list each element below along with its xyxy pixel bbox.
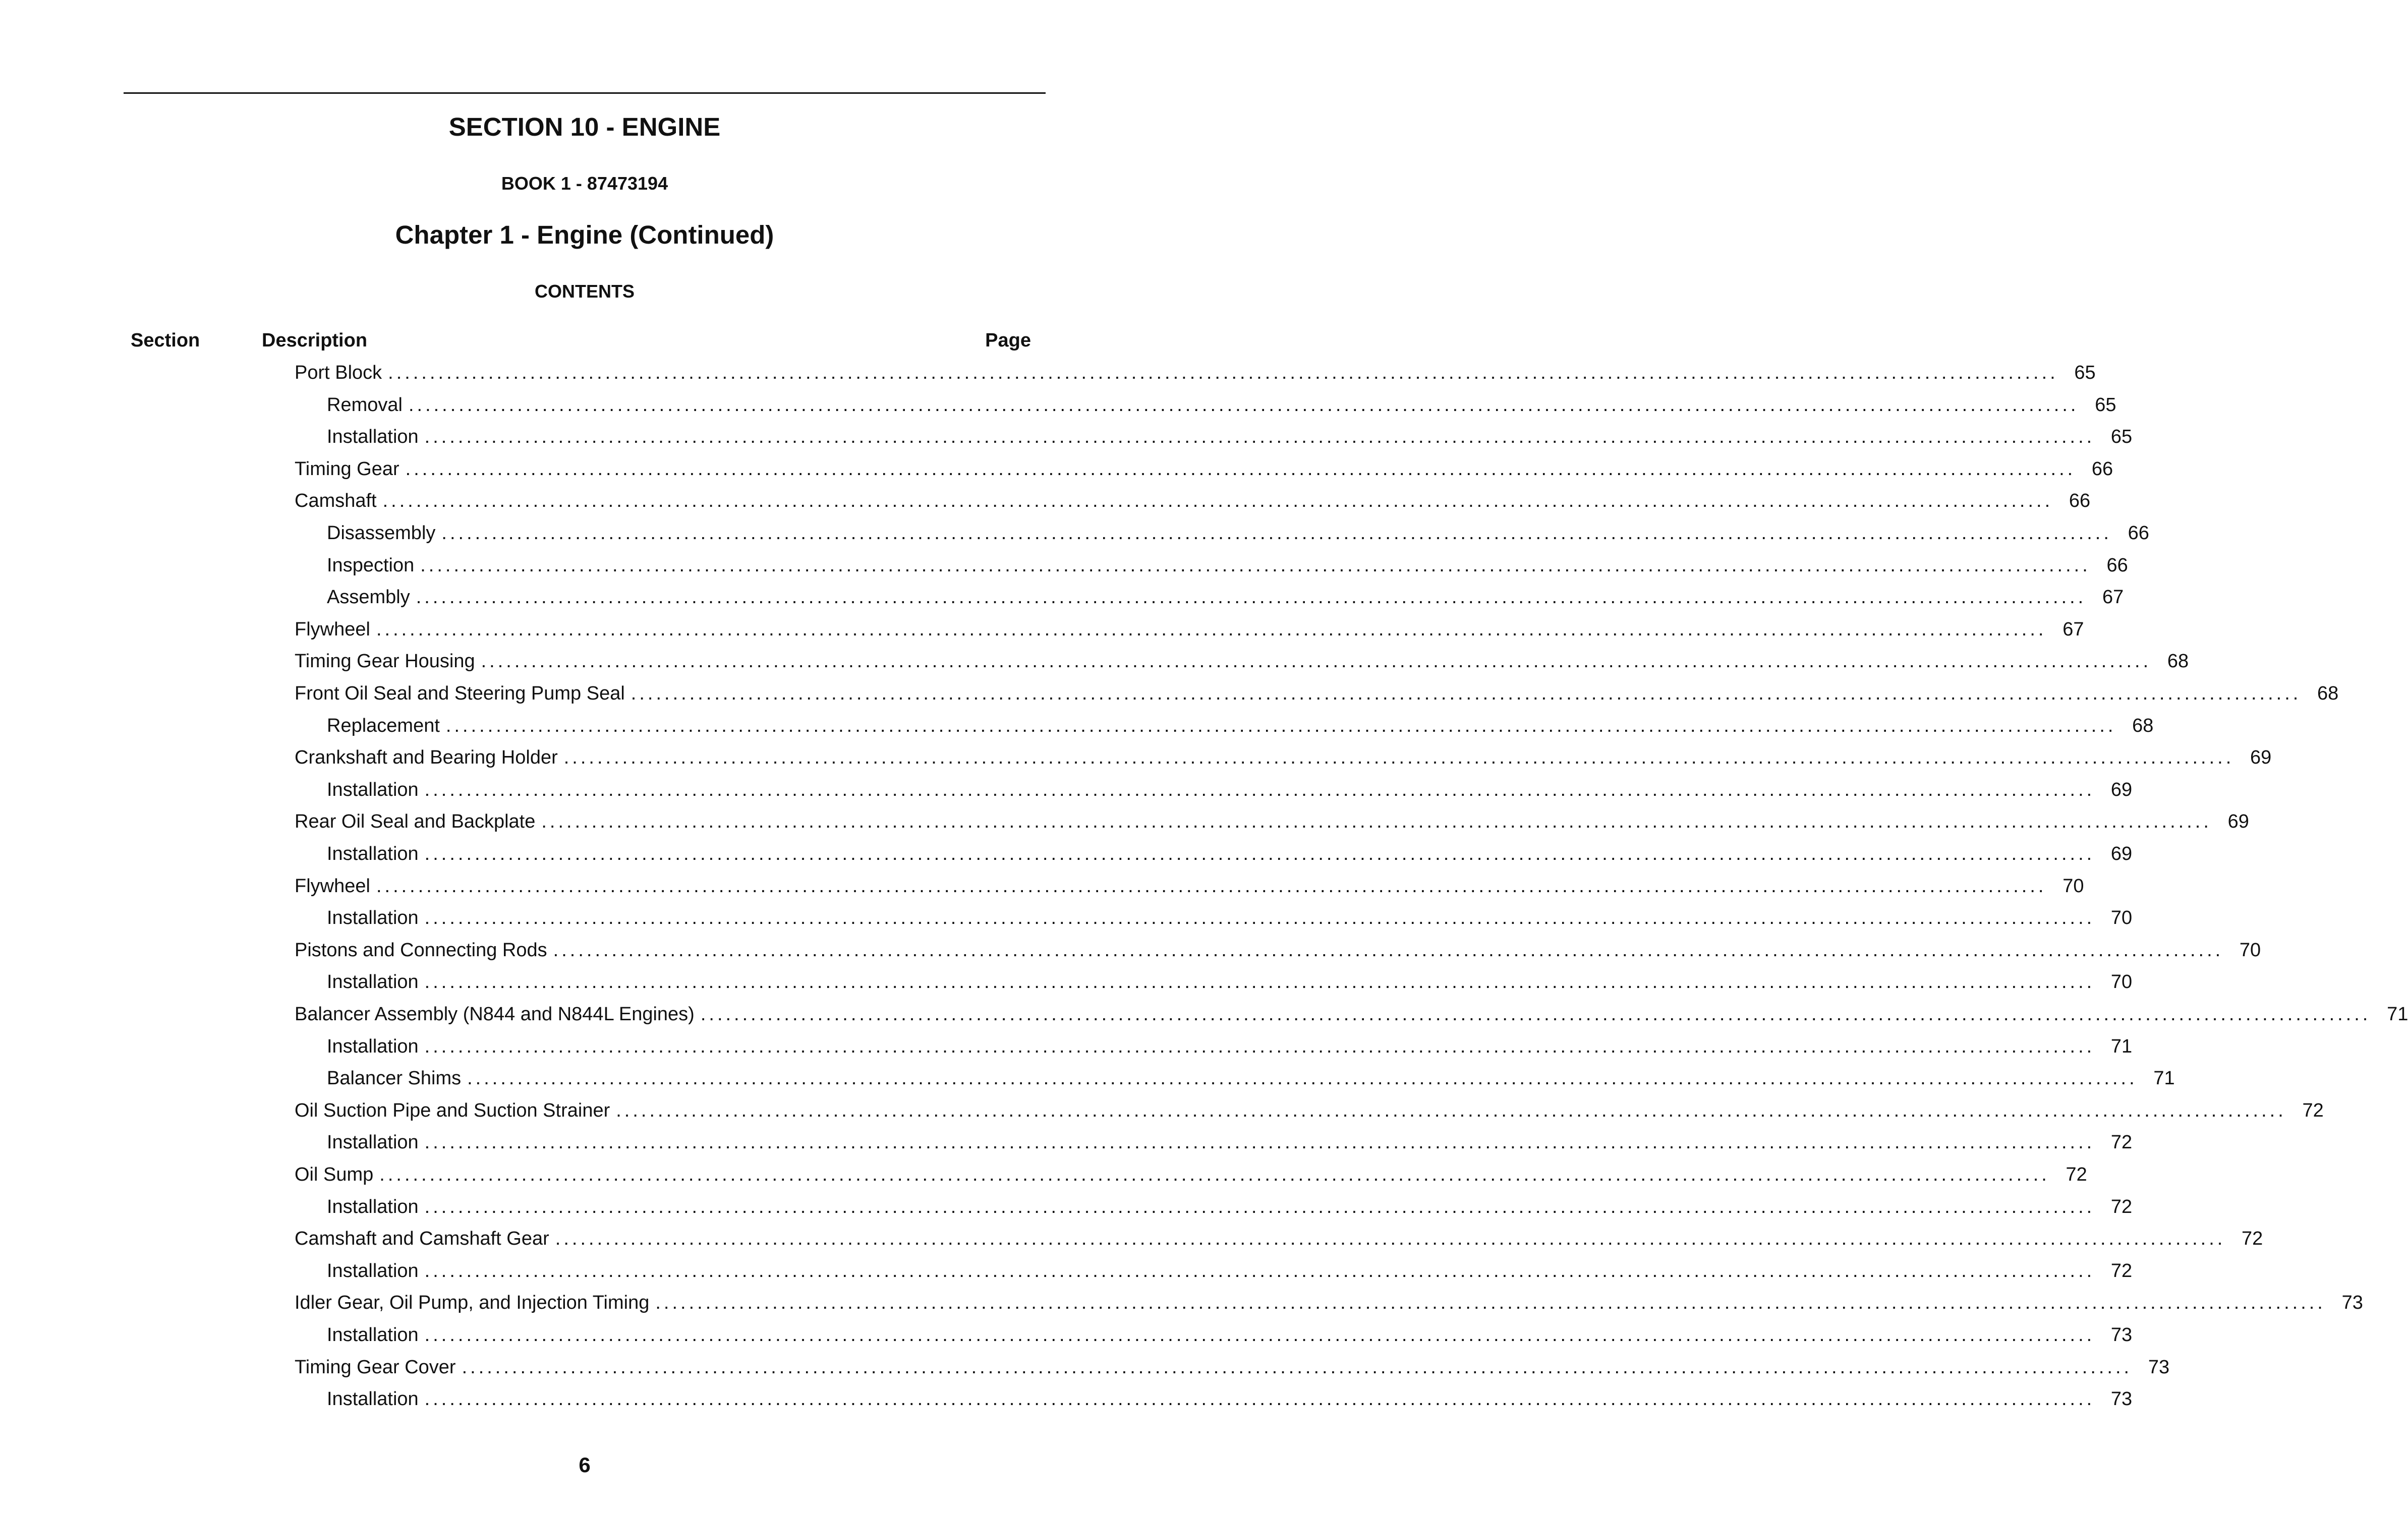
- dot-leader: ........................................................................................................................................................................................................: [441, 522, 2112, 544]
- toc-entry-label: Installation: [327, 907, 419, 928]
- toc-entry: [327, 1066, 2175, 1091]
- toc-entry-page: 70: [2062, 876, 2084, 897]
- toc-entry: [327, 1322, 2133, 1348]
- toc-entry-label: Camshaft and Camshaft Gear: [295, 1228, 549, 1249]
- toc-entry-label: Front Oil Seal and Steering Pump Seal: [295, 683, 625, 704]
- toc-entry-page: 67: [2062, 619, 2084, 640]
- toc-entry-page: 68: [2317, 683, 2339, 704]
- dot-leader: ........................................................................................................................................................................................................: [388, 362, 2058, 383]
- dot-leader: ........................................................................................................................................................................................................: [424, 843, 2095, 864]
- toc-entry-label: Idler Gear, Oil Pump, and Injection Timing: [295, 1292, 650, 1313]
- toc-entry: [295, 1162, 2087, 1187]
- toc-entry: [327, 1386, 2133, 1412]
- dot-leader: ........................................................................................................................................................................................................: [424, 1388, 2095, 1410]
- toc-entry-label: Timing Gear: [295, 458, 399, 480]
- dot-leader: ........................................................................................................................................................................................................: [376, 876, 2047, 897]
- toc-entry-page: 65: [2110, 426, 2133, 447]
- toc-entry: [295, 360, 2096, 385]
- toc-entry-label: Pistons and Connecting Rods: [295, 940, 547, 961]
- column-header-description: Description: [262, 330, 368, 351]
- toc-entry-page: 65: [2095, 394, 2116, 416]
- dot-leader: ........................................................................................................................................................................................................: [481, 651, 2152, 672]
- toc-entry-page: 66: [2091, 458, 2113, 480]
- toc-entry: [295, 617, 2084, 642]
- toc-entry: [295, 1355, 2170, 1380]
- toc-entry: [295, 745, 2272, 770]
- dot-leader: ........................................................................................................................................................................................................: [408, 394, 2079, 416]
- toc-entry: [327, 424, 2133, 449]
- toc-entry-page: 66: [2106, 555, 2128, 576]
- dot-leader: ........................................................................................................................................................................................................: [424, 1036, 2095, 1057]
- column-header-section: Section: [131, 330, 200, 351]
- dot-leader: ........................................................................................................................................................................................................: [420, 555, 2091, 576]
- toc-entry: [295, 681, 2339, 706]
- toc-entry: [327, 1194, 2133, 1219]
- toc-entry-label: Installation: [327, 843, 419, 864]
- toc-entry-label: Camshaft: [295, 490, 377, 511]
- toc-entry: [327, 585, 2124, 610]
- toc-entry-label: Assembly: [327, 587, 410, 608]
- toc-entry-page: 73: [2110, 1388, 2133, 1410]
- toc-entry-page: 71: [2387, 1004, 2408, 1025]
- dot-leader: ........................................................................................................................................................................................................: [616, 1100, 2286, 1121]
- toc-entry: [295, 488, 2091, 513]
- toc-entry-label: Balancer Assembly (N844 and N844L Engines): [295, 1004, 695, 1025]
- toc-entry-label: Rear Oil Seal and Backplate: [295, 811, 536, 832]
- toc-entry-page: 72: [2110, 1196, 2133, 1217]
- toc-entry: [327, 713, 2154, 738]
- toc-entry-label: Balancer Shims: [327, 1068, 462, 1089]
- toc-entry: [327, 520, 2149, 546]
- toc-entry-label: Installation: [327, 1324, 419, 1346]
- dot-leader: ........................................................................................................................................................................................................: [424, 1132, 2095, 1153]
- chapter-title: Chapter 1 - Engine (Continued): [395, 220, 774, 249]
- toc-entry-label: Inspection: [327, 555, 415, 576]
- toc-entry: [295, 649, 2189, 674]
- toc-entry-label: Installation: [327, 1132, 419, 1153]
- toc-entry-page: 73: [2148, 1357, 2170, 1378]
- toc-entry-page: 69: [2250, 747, 2272, 768]
- toc-entry-label: Flywheel: [295, 876, 370, 897]
- dot-leader: ........................................................................................................................................................................................................: [416, 587, 2087, 608]
- toc-entry-page: 72: [2242, 1228, 2263, 1249]
- toc-entry: [295, 1002, 2408, 1027]
- toc-entry-page: 71: [2153, 1068, 2175, 1089]
- toc-entry-label: Oil Suction Pipe and Suction Strainer: [295, 1100, 610, 1121]
- dot-leader: ........................................................................................................................................................................................................: [700, 1004, 2371, 1025]
- dot-leader: ........................................................................................................................................................................................................: [541, 811, 2212, 832]
- toc-entry-page: 71: [2110, 1036, 2133, 1057]
- toc-entry-label: Disassembly: [327, 522, 436, 544]
- toc-entry-page: 70: [2110, 971, 2133, 993]
- toc-entry-label: Installation: [327, 971, 419, 993]
- toc-entry-label: Removal: [327, 394, 403, 416]
- toc-entry: [295, 809, 2249, 834]
- dot-leader: ........................................................................................................................................................................................................: [424, 1196, 2095, 1217]
- toc-entry-label: Timing Gear Housing: [295, 651, 475, 672]
- footer-page-number: 6: [579, 1453, 591, 1477]
- dot-leader: ........................................................................................................................................................................................................: [655, 1292, 2326, 1313]
- dot-leader: ........................................................................................................................................................................................................: [376, 619, 2047, 640]
- dot-leader: ........................................................................................................................................................................................................: [445, 715, 2116, 736]
- dot-leader: ........................................................................................................................................................................................................: [379, 1164, 2050, 1185]
- toc-entry: [327, 841, 2133, 866]
- toc-entry-label: Installation: [327, 1196, 419, 1217]
- toc-entry-label: Timing Gear Cover: [295, 1357, 456, 1378]
- toc-entry-label: Installation: [327, 1260, 419, 1282]
- toc-entry-label: Installation: [327, 1388, 419, 1410]
- toc-entry-label: Installation: [327, 426, 419, 447]
- toc-entry: [295, 1290, 2363, 1315]
- toc-entry-page: 69: [2110, 779, 2133, 800]
- contents-title: CONTENTS: [535, 281, 635, 302]
- dot-leader: ........................................................................................................................................................................................................: [424, 1324, 2095, 1346]
- toc-entry-page: 73: [2110, 1324, 2133, 1346]
- toc-entry: [295, 456, 2113, 482]
- toc-entry-label: Oil Sump: [295, 1164, 374, 1185]
- dot-leader: ........................................................................................................................................................................................................: [462, 1357, 2133, 1378]
- dot-leader: ........................................................................................................................................................................................................: [424, 971, 2095, 993]
- toc-entry: [295, 938, 2261, 963]
- dot-leader: ........................................................................................................................................................................................................: [553, 940, 2224, 961]
- dot-leader: ........................................................................................................................................................................................................: [405, 458, 2076, 480]
- toc-entry-page: 73: [2341, 1292, 2363, 1313]
- toc-entry-page: 72: [2110, 1260, 2133, 1282]
- toc-entry-page: 65: [2074, 362, 2096, 383]
- dot-leader: ........................................................................................................................................................................................................: [424, 779, 2095, 800]
- toc-entry-page: 72: [2302, 1100, 2324, 1121]
- toc-entry: [295, 874, 2084, 899]
- dot-leader: ........................................................................................................................................................................................................: [555, 1228, 2226, 1249]
- dot-leader: ........................................................................................................................................................................................................: [424, 907, 2095, 928]
- toc-entry: [327, 905, 2133, 930]
- toc-entry-page: 70: [2110, 907, 2133, 928]
- toc-entry-label: Flywheel: [295, 619, 370, 640]
- toc-entry-page: 66: [2128, 522, 2149, 544]
- dot-leader: ........................................................................................................................................................................................................: [382, 490, 2053, 511]
- dot-leader: ........................................................................................................................................................................................................: [630, 683, 2302, 704]
- toc-entry-page: 72: [2110, 1132, 2133, 1153]
- toc-entry: [327, 777, 2133, 802]
- toc-entry-page: 68: [2132, 715, 2154, 736]
- toc-entry-page: 69: [2227, 811, 2249, 832]
- dot-leader: ........................................................................................................................................................................................................: [467, 1068, 2138, 1089]
- toc-entry-label: Installation: [327, 1036, 419, 1057]
- toc-entry-page: 68: [2167, 651, 2189, 672]
- toc-entry: [295, 1226, 2263, 1251]
- dot-leader: ........................................................................................................................................................................................................: [424, 426, 2095, 447]
- toc-entry-page: 72: [2066, 1164, 2087, 1185]
- toc-entry: [327, 1258, 2133, 1284]
- toc-entry: [327, 1130, 2133, 1155]
- toc-entry-page: 67: [2102, 587, 2124, 608]
- toc-entry-page: 69: [2110, 843, 2133, 864]
- toc-entry-label: Installation: [327, 779, 419, 800]
- toc-entry: [327, 553, 2128, 578]
- column-header-page: Page: [985, 330, 1031, 351]
- dot-leader: ........................................................................................................................................................................................................: [563, 747, 2234, 768]
- toc-entry: [327, 969, 2133, 995]
- section-title: SECTION 10 - ENGINE: [448, 112, 721, 141]
- toc-entry-label: Port Block: [295, 362, 382, 383]
- toc-entry: [295, 1098, 2324, 1123]
- toc-entry: [327, 392, 2116, 418]
- toc-entry: [327, 1034, 2133, 1059]
- top-rule: [124, 92, 1046, 94]
- toc-entry-page: 70: [2239, 940, 2261, 961]
- dot-leader: ........................................................................................................................................................................................................: [424, 1260, 2095, 1282]
- toc-entry-page: 66: [2069, 490, 2091, 511]
- toc-entry-label: Replacement: [327, 715, 440, 736]
- book-title: BOOK 1 - 87473194: [501, 173, 668, 194]
- toc-entry-label: Crankshaft and Bearing Holder: [295, 747, 558, 768]
